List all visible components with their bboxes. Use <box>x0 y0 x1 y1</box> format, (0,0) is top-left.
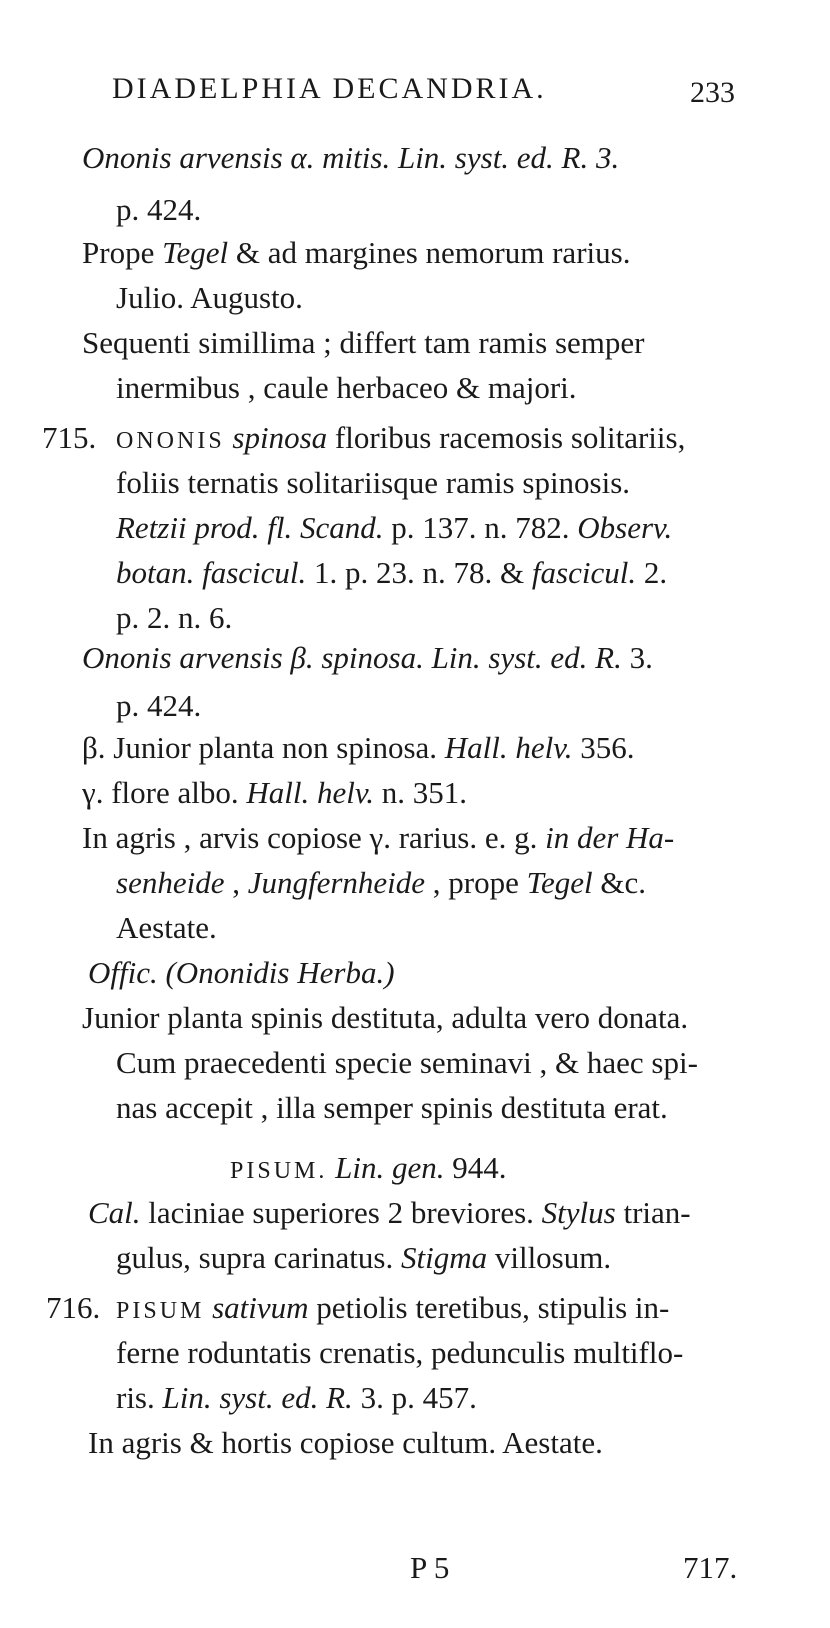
roman-text: Julio. Augusto. <box>116 280 303 315</box>
roman-text: , <box>224 865 248 900</box>
roman-text: Aestate. <box>116 910 217 945</box>
italic-text: Retzii prod. fl. Scand. <box>116 510 384 545</box>
text-line <box>116 865 646 901</box>
text-line <box>116 370 577 406</box>
roman-text: Sequenti simillima ; differt tam ramis semper <box>82 325 645 360</box>
italic-text: Offic. (Ononidis Herba.) <box>88 955 395 990</box>
text-line <box>116 600 232 636</box>
text-line <box>82 140 619 176</box>
text-line <box>82 820 674 856</box>
species-number: 716. <box>46 1290 101 1325</box>
italic-text: in der Ha- <box>545 820 675 855</box>
text-line <box>116 555 667 591</box>
text-line <box>116 1380 477 1416</box>
species-number: 715. <box>42 420 97 455</box>
roman-text: 1. p. 23. n. 78. & <box>306 555 532 590</box>
roman-text: p. 2. n. 6. <box>116 600 233 635</box>
text-line <box>82 775 467 811</box>
text-line <box>116 1240 611 1276</box>
text-line <box>116 1045 698 1081</box>
roman-text: 356. <box>572 730 635 765</box>
text-line <box>88 1195 691 1231</box>
signature-mark: P 5 <box>410 1550 450 1585</box>
roman-text: Prope <box>82 235 163 270</box>
text-line <box>88 955 395 991</box>
text-line <box>116 465 630 501</box>
roman-text: β. Junior planta non spinosa. <box>82 730 445 765</box>
italic-text: Tegel <box>526 865 593 900</box>
roman-text: ris. <box>116 1380 163 1415</box>
roman-text: nas accepit , illa semper spinis destituta erat. <box>116 1090 668 1125</box>
text-line <box>82 325 644 361</box>
italic-text: Observ. <box>577 510 673 545</box>
roman-text: p. 424. <box>116 192 202 227</box>
text-line <box>82 1000 688 1036</box>
catchword: 717. <box>683 1550 738 1585</box>
roman-text: &c. <box>592 865 647 900</box>
running-header: DIADELPHIA DECANDRIA. <box>112 72 547 105</box>
roman-text: foliis ternatis solitariisque ramis spinosis. <box>116 465 631 500</box>
text-line <box>116 688 201 724</box>
italic-text: Stigma <box>400 1240 488 1275</box>
text-line <box>116 1290 669 1329</box>
italic-text: botan. fascicul. <box>116 555 307 590</box>
roman-text: p. 424. <box>116 688 202 723</box>
italic-text: Jungfernheide <box>247 865 426 900</box>
roman-text: 944. <box>444 1150 507 1185</box>
italic-text: spinosa <box>224 420 328 455</box>
roman-text: inermibus , caule herbaceo & majori. <box>116 370 577 405</box>
small-caps-genus: PISUM. <box>230 1158 328 1184</box>
text-line <box>230 1150 506 1189</box>
roman-text: gulus, supra carinatus. <box>116 1240 401 1275</box>
text-line <box>116 1335 683 1371</box>
text-line <box>116 192 201 228</box>
roman-text: 3. p. 457. <box>352 1380 477 1415</box>
text-line <box>82 730 634 766</box>
text-line <box>116 510 672 546</box>
italic-text: Lin. gen. <box>327 1150 445 1185</box>
text-line <box>82 640 653 676</box>
roman-text: trian- <box>615 1195 691 1230</box>
small-caps-genus: PISUM <box>116 1298 205 1324</box>
roman-text: γ. flore albo. <box>82 775 247 810</box>
text-line <box>116 420 685 459</box>
italic-text: fascicul. <box>531 555 637 590</box>
roman-text: 2. <box>636 555 668 590</box>
roman-text: p. 137. n. 782. <box>383 510 578 545</box>
italic-text: Stylus <box>541 1195 616 1230</box>
italic-text: sativum <box>204 1290 309 1325</box>
italic-text: Ononis arvensis β. spinosa. Lin. syst. ed. R. <box>82 640 622 675</box>
roman-text: Cum praecedenti specie seminavi , & haec spi- <box>116 1045 698 1080</box>
page-number: 233 <box>690 76 735 109</box>
text-line <box>116 1090 668 1126</box>
roman-text: n. 351. <box>374 775 468 810</box>
roman-text: 3. <box>621 640 653 675</box>
small-caps-genus: ONONIS <box>116 428 225 454</box>
italic-text: Cal. <box>88 1195 141 1230</box>
italic-text: senheide <box>116 865 225 900</box>
roman-text: villosum. <box>487 1240 612 1275</box>
italic-text: Tegel <box>162 235 229 270</box>
italic-text: Hall. helv. <box>444 730 573 765</box>
text-line <box>116 910 217 946</box>
roman-text: floribus racemosis solitariis, <box>327 420 686 455</box>
roman-text: In agris & hortis copiose cultum. Aestate. <box>88 1425 603 1460</box>
roman-text: ferne roduntatis crenatis, pedunculis multiflo- <box>116 1335 684 1370</box>
roman-text: & ad margines nemorum rarius. <box>228 235 631 270</box>
text-line <box>82 235 630 271</box>
italic-text: Ononis arvensis α. mitis. Lin. syst. ed. R. 3. <box>82 140 620 175</box>
roman-text: laciniae superiores 2 breviores. <box>140 1195 542 1230</box>
text-line <box>116 280 303 316</box>
text-line <box>88 1425 603 1461</box>
roman-text: In agris , arvis copiose γ. rarius. e. g. <box>82 820 546 855</box>
italic-text: Hall. helv. <box>246 775 375 810</box>
roman-text: petiolis teretibus, stipulis in- <box>308 1290 670 1325</box>
roman-text: Junior planta spinis destituta, adulta vero donata. <box>82 1000 689 1035</box>
italic-text: Lin. syst. ed. R. <box>162 1380 353 1415</box>
roman-text: , prope <box>425 865 527 900</box>
